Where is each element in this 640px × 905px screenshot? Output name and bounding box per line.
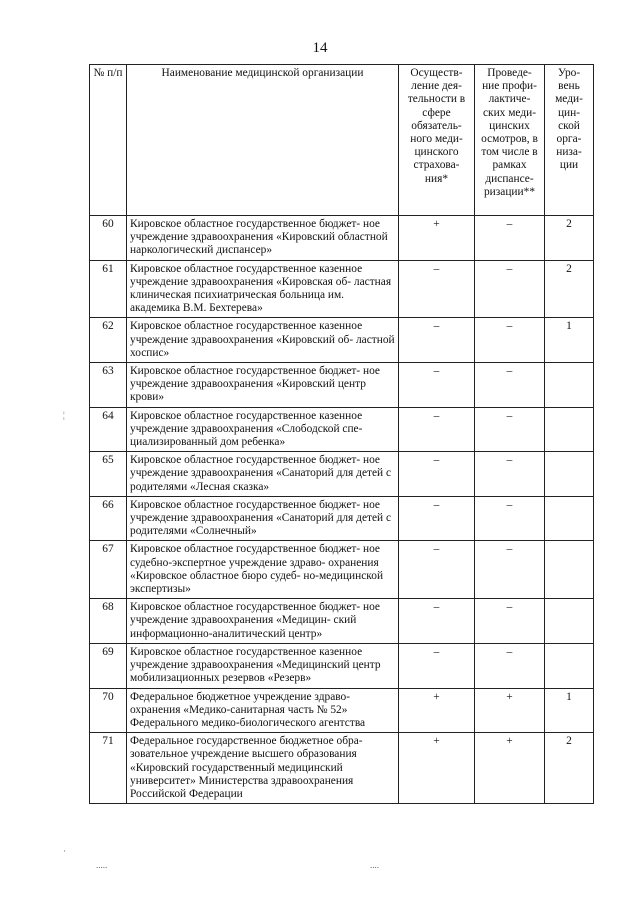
- row-number: 67: [90, 541, 127, 599]
- oms-activity-mark: –: [399, 363, 475, 408]
- table-row: [90, 216, 594, 261]
- oms-activity-mark: +: [399, 733, 475, 804]
- oms-activity-mark: +: [399, 216, 475, 261]
- table-row: [90, 643, 594, 688]
- organization-name: Кировское областное государственное бюджет- ное учреждение здравоохранения «Медицин- ский информационно-аналитический центр»: [127, 599, 399, 644]
- oms-activity-mark: –: [399, 260, 475, 318]
- organization-level: [545, 599, 594, 644]
- preventive-exams-mark: –: [475, 216, 545, 261]
- table-row: [90, 407, 594, 452]
- organization-level: [545, 407, 594, 452]
- row-number: 66: [90, 496, 127, 541]
- row-number: 60: [90, 216, 127, 261]
- scan-speck: ¦: [63, 410, 65, 420]
- organization-level: 2: [545, 733, 594, 804]
- row-number: 65: [90, 452, 127, 497]
- row-number: 63: [90, 363, 127, 408]
- organization-name: Кировское областное государственное бюджет- ное судебно-экспертное учреждение здраво- охранения «Кировское областное бюро судеб- но-медицинской экспертизы»: [127, 541, 399, 599]
- preventive-exams-mark: +: [475, 733, 545, 804]
- organization-level: [545, 363, 594, 408]
- oms-activity-mark: –: [399, 599, 475, 644]
- oms-activity-mark: +: [399, 688, 475, 733]
- header-oms-activity: Осуществ- ление дея- тельности в сфере обязатель- ного меди- цинского страхова- ния*: [399, 65, 475, 216]
- row-number: 68: [90, 599, 127, 644]
- oms-activity-mark: –: [399, 452, 475, 497]
- table-row: [90, 733, 594, 804]
- organization-name: Кировское областное государственное казенное учреждение здравоохранения «Кировский об- ластной хоспис»: [127, 318, 399, 363]
- organization-name: Кировское областное государственное бюджет- ное учреждение здравоохранения «Кировский областной наркологический диспансер»: [127, 216, 399, 261]
- preventive-exams-mark: –: [475, 541, 545, 599]
- preventive-exams-mark: –: [475, 599, 545, 644]
- organization-name: Кировское областное государственное казенное учреждение здравоохранения «Слободской спе- циализированный дом ребенка»: [127, 407, 399, 452]
- organization-level: [545, 643, 594, 688]
- oms-activity-mark: –: [399, 496, 475, 541]
- organization-name: Кировское областное государственное казенное учреждение здравоохранения «Медицинский центр мобилизационных резервов «Резерв»: [127, 643, 399, 688]
- organization-level: 1: [545, 688, 594, 733]
- organization-level: [545, 496, 594, 541]
- row-number: 70: [90, 688, 127, 733]
- medical-organizations-table: [89, 64, 594, 804]
- organization-name: Кировское областное государственное бюджет- ное учреждение здравоохранения «Санаторий для детей с родителями «Лесная сказка»: [127, 452, 399, 497]
- preventive-exams-mark: –: [475, 318, 545, 363]
- scan-speck: .....: [96, 860, 108, 870]
- header-organization-level: Уро- вень меди- цин- ской орга- низа- ции: [545, 65, 594, 216]
- preventive-exams-mark: –: [475, 452, 545, 497]
- organization-name: Кировское областное государственное казенное учреждение здравоохранения «Кировская об- ластная клиническая психиатрическая больница им. академика В.М. Бехтерева»: [127, 260, 399, 318]
- oms-activity-mark: –: [399, 407, 475, 452]
- table-row: [90, 541, 594, 599]
- row-number: 62: [90, 318, 127, 363]
- table-row: [90, 496, 594, 541]
- page-number: 14: [312, 40, 328, 56]
- preventive-exams-mark: +: [475, 688, 545, 733]
- scan-speck: ....: [370, 860, 379, 870]
- organization-name: Федеральное государственное бюджетное обра- зовательное учреждение высшего образования «Кировский государственный медицинский университет» Министерства здравоохранения Российской Федерации: [127, 733, 399, 804]
- organization-level: [545, 452, 594, 497]
- table-row: [90, 318, 594, 363]
- preventive-exams-mark: –: [475, 260, 545, 318]
- oms-activity-mark: –: [399, 643, 475, 688]
- organization-level: [545, 541, 594, 599]
- row-number: 71: [90, 733, 127, 804]
- table-row: [90, 599, 594, 644]
- row-number: 61: [90, 260, 127, 318]
- oms-activity-mark: –: [399, 318, 475, 363]
- preventive-exams-mark: –: [475, 407, 545, 452]
- table-row: [90, 452, 594, 497]
- row-number: 69: [90, 643, 127, 688]
- table-header-row: [90, 65, 594, 216]
- header-organization-name: Наименование медицинской организации: [127, 65, 399, 216]
- header-number: № п/п: [90, 65, 127, 216]
- preventive-exams-mark: –: [475, 363, 545, 408]
- organization-name: Федеральное бюджетное учреждение здраво- охранения «Медико-санитарная часть № 52» Федерального медико-биологического агентства: [127, 688, 399, 733]
- organization-name: Кировское областное государственное бюджет- ное учреждение здравоохранения «Санаторий для детей с родителями «Солнечный»: [127, 496, 399, 541]
- organization-level: 1: [545, 318, 594, 363]
- oms-activity-mark: –: [399, 541, 475, 599]
- table-row: [90, 363, 594, 408]
- table-row: [90, 688, 594, 733]
- preventive-exams-mark: –: [475, 643, 545, 688]
- organization-level: 2: [545, 216, 594, 261]
- row-number: 64: [90, 407, 127, 452]
- organization-name: Кировское областное государственное бюджет- ное учреждение здравоохранения «Кировский центр крови»: [127, 363, 399, 408]
- scan-speck: ·: [63, 846, 66, 856]
- organization-level: 2: [545, 260, 594, 318]
- table-row: [90, 260, 594, 318]
- header-preventive-exams: Проведе- ние профи- лактиче- ских меди- цинских осмотров, в том числе в рамках диспансе- ризации**: [475, 65, 545, 216]
- preventive-exams-mark: –: [475, 496, 545, 541]
